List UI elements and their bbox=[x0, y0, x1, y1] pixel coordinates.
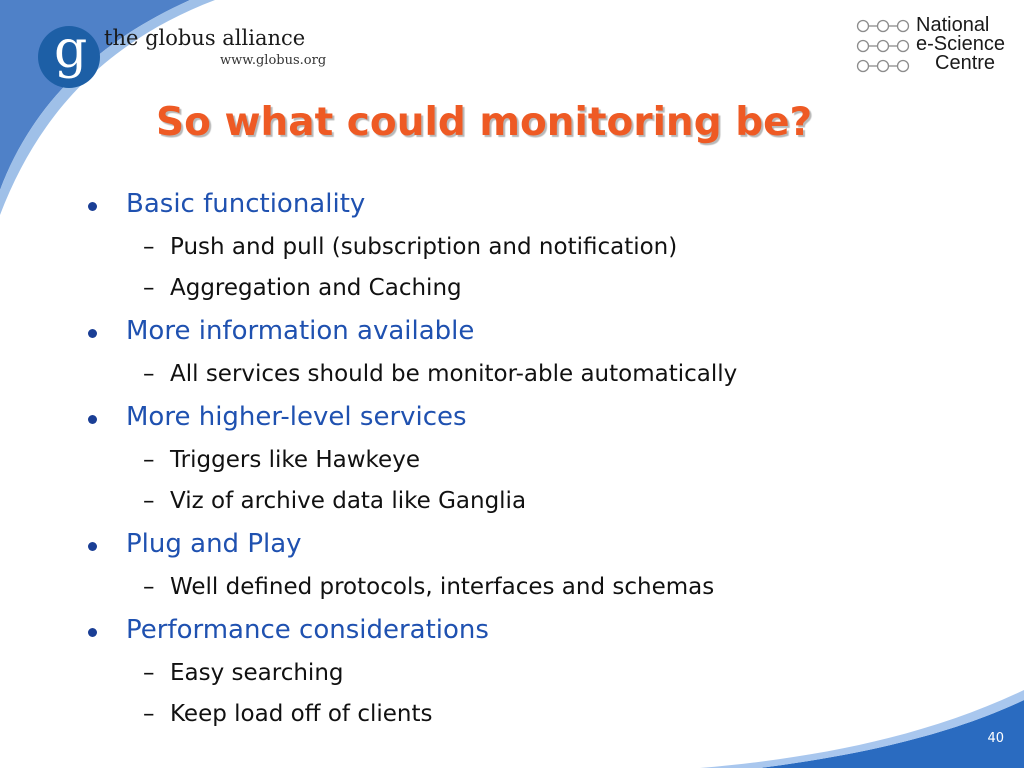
sub-bullet-text: All services should be monitor-able automatically bbox=[170, 361, 738, 387]
sub-bullet-text: Keep load off of clients bbox=[170, 701, 433, 727]
sub-bullet-text: Aggregation and Caching bbox=[170, 275, 462, 301]
sub-bullet-text: Well defined protocols, interfaces and schemas bbox=[170, 574, 715, 600]
sub-bullet-dash: – bbox=[143, 660, 155, 686]
slide-title: So what could monitoring be? bbox=[156, 100, 813, 145]
globus-g-icon bbox=[38, 26, 100, 88]
sub-bullet-dash: – bbox=[143, 701, 155, 727]
sub-bullet-dash: – bbox=[143, 275, 155, 301]
page-number: 40 bbox=[987, 731, 1004, 746]
sub-bullet-dash: – bbox=[143, 488, 155, 514]
nesc-line-3: Centre bbox=[935, 52, 996, 74]
bullet-dot-icon bbox=[88, 628, 97, 637]
sub-bullet-text: Triggers like Hawkeye bbox=[170, 447, 420, 473]
bullet-text: More higher-level services bbox=[126, 402, 467, 432]
nesc-logo bbox=[856, 14, 1016, 78]
sub-bullet-dash: – bbox=[143, 447, 155, 473]
nesc-logo-text bbox=[916, 16, 1005, 73]
sub-bullet-dash: – bbox=[143, 574, 155, 600]
sub-bullet-text: Viz of archive data like Ganglia bbox=[170, 488, 527, 514]
bullet-text: More information available bbox=[126, 316, 475, 346]
bullet-text: Basic functionality bbox=[126, 189, 366, 219]
bullet-text: Performance considerations bbox=[126, 615, 489, 645]
nesc-circles-icon bbox=[856, 18, 916, 76]
sub-bullet-dash: – bbox=[143, 361, 155, 387]
nesc-line-2: e-Science bbox=[916, 33, 1005, 55]
globus-logo-letter: g bbox=[54, 26, 88, 80]
sub-bullet-text: Push and pull (subscription and notification) bbox=[170, 234, 678, 260]
bullet-dot-icon bbox=[88, 415, 97, 424]
globus-logo-name: the globus alliance bbox=[104, 26, 306, 50]
bullet-text: Plug and Play bbox=[126, 529, 302, 559]
sub-bullet-text: Easy searching bbox=[170, 660, 344, 686]
sub-bullet-dash: – bbox=[143, 234, 155, 260]
nesc-line-1: National bbox=[916, 14, 990, 36]
bullet-dot-icon bbox=[88, 542, 97, 551]
bullet-dot-icon bbox=[88, 329, 97, 338]
bullet-dot-icon bbox=[88, 202, 97, 211]
globus-logo-url: www.globus.org bbox=[220, 53, 327, 68]
